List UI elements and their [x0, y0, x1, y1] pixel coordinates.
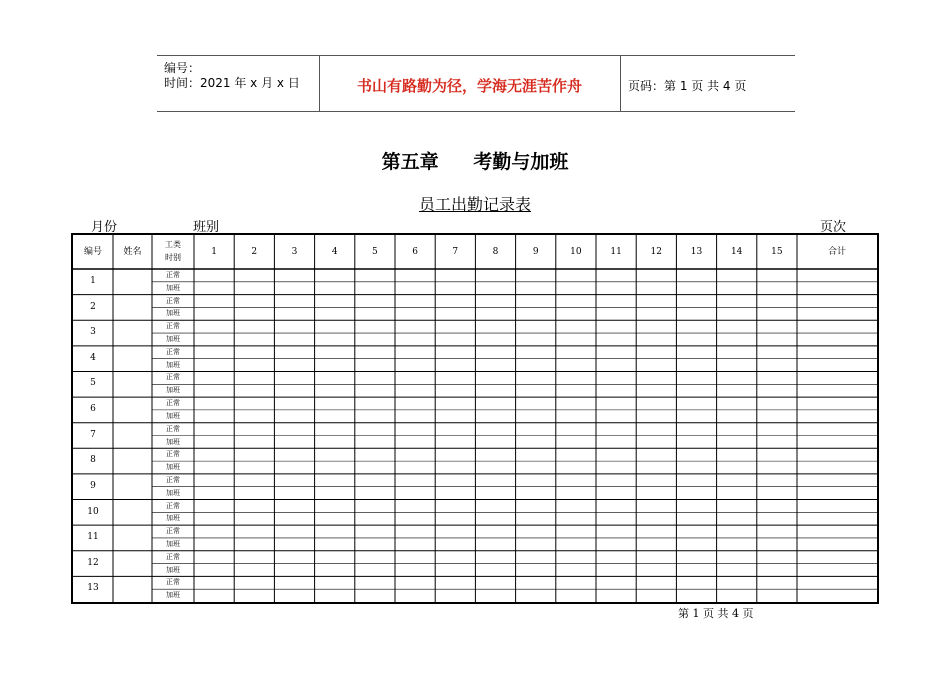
employee-number: 9	[90, 480, 96, 491]
row-type-normal: 正常	[166, 552, 180, 561]
row-type-overtime: 加班	[166, 514, 180, 523]
row-type-overtime: 加班	[166, 437, 180, 446]
header-middle-cell	[319, 56, 621, 111]
page-seq-label: 页次	[820, 220, 847, 235]
header-cell-day: 13	[690, 247, 703, 257]
form-title: 员工出勤记录表	[418, 195, 531, 214]
attendance-table	[71, 233, 879, 604]
row-type-normal: 正常	[166, 424, 180, 433]
row-type-overtime: 加班	[166, 591, 180, 600]
row-type-overtime: 加班	[166, 360, 180, 369]
header-cell-day: 1	[211, 247, 217, 257]
row-type-overtime: 加班	[166, 411, 180, 420]
row-type-overtime: 加班	[166, 463, 180, 472]
row-type-normal: 正常	[166, 527, 180, 536]
employee-number: 11	[87, 532, 99, 543]
header-cell-number: 编号	[83, 247, 102, 257]
employee-number: 3	[90, 327, 96, 338]
row-type-overtime: 加班	[166, 488, 180, 497]
row-type-normal: 正常	[166, 373, 180, 382]
header-cell-day: 14	[730, 247, 743, 257]
header-cell-day: 9	[532, 247, 539, 257]
row-type-overtime: 加班	[166, 386, 180, 395]
employee-number: 1	[90, 276, 96, 286]
header-cell-name: 姓名	[123, 247, 142, 257]
chapter-number: 第五章	[381, 151, 439, 173]
employee-number: 7	[90, 429, 96, 440]
document-time-label: 时间：2021 年 x 月 x 日	[164, 76, 300, 90]
header-cell-total: 合计	[827, 247, 846, 257]
employee-number: 2	[90, 301, 96, 312]
row-type-normal: 正常	[166, 322, 180, 331]
row-type-normal: 正常	[166, 501, 180, 510]
row-type-normal: 正常	[166, 475, 180, 484]
employee-number: 5	[90, 378, 96, 389]
header-right-cell	[620, 56, 795, 111]
header-cell-type-line1: 工类	[165, 240, 181, 249]
header-cell-day: 4	[331, 247, 338, 257]
header-cell-day: 15	[771, 247, 783, 257]
employee-number: 13	[87, 583, 99, 594]
row-type-normal: 正常	[166, 296, 180, 305]
chapter-name: 考勤与加班	[473, 151, 569, 173]
employee-number: 4	[90, 352, 96, 363]
employee-number: 12	[87, 557, 99, 568]
row-type-normal: 正常	[166, 450, 180, 459]
header-cell-day: 11	[610, 247, 622, 257]
month-label: 月份	[91, 220, 118, 235]
document-header	[157, 55, 795, 112]
row-type-normal: 正常	[166, 347, 180, 356]
chapter-title	[0, 147, 950, 174]
header-page-number: 页码：第 1 页 共 4 页	[628, 79, 747, 93]
header-cell-type-line2: 时别	[165, 253, 181, 262]
row-type-overtime: 加班	[166, 283, 180, 292]
row-type-overtime: 加班	[166, 335, 180, 344]
row-type-normal: 正常	[166, 399, 180, 408]
shift-label: 班别	[193, 220, 220, 235]
page-footer: 第 1 页 共 4 页	[678, 607, 754, 620]
header-cell-day: 8	[492, 247, 499, 257]
row-type-overtime: 加班	[166, 539, 180, 548]
row-type-overtime: 加班	[166, 309, 180, 318]
employee-number: 10	[87, 506, 99, 517]
row-type-normal: 正常	[166, 271, 180, 279]
header-left-cell	[157, 56, 320, 111]
employee-number: 6	[90, 404, 96, 415]
header-cell-day: 6	[412, 247, 418, 257]
header-cell-day: 12	[650, 247, 662, 257]
employee-number: 8	[90, 455, 96, 466]
row-type-normal: 正常	[166, 578, 180, 587]
header-cell-day: 5	[372, 247, 378, 257]
document-code-label: 编号：	[164, 61, 201, 75]
header-motto: 书山有路勤为径，学海无涯苦作舟	[356, 77, 582, 95]
header-cell-day: 3	[291, 247, 298, 257]
header-cell-day: 7	[452, 247, 459, 257]
header-cell-day: 2	[251, 247, 258, 257]
row-type-overtime: 加班	[166, 565, 180, 574]
header-cell-day: 10	[570, 247, 582, 257]
